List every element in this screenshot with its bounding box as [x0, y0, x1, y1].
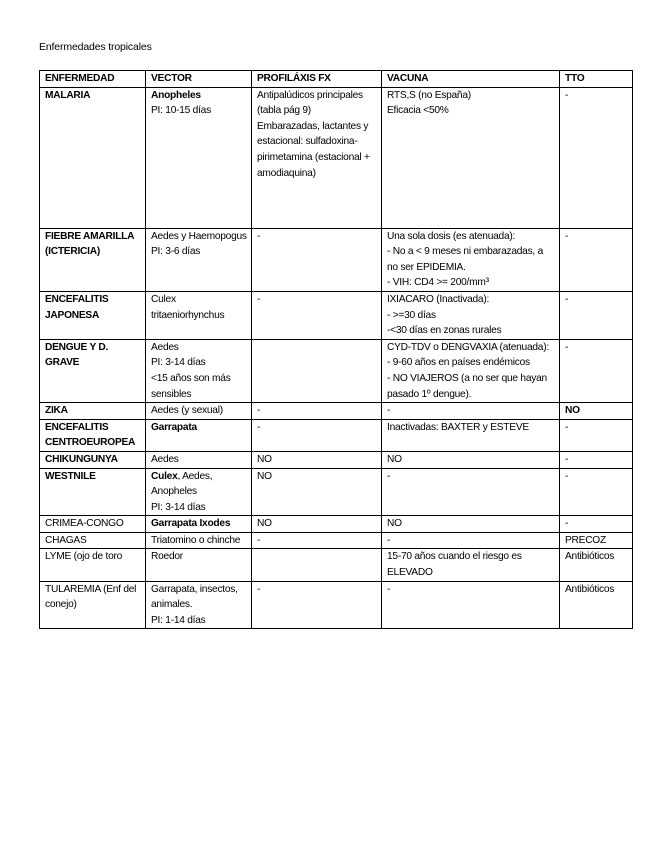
vaccine-text: - — [387, 534, 391, 546]
cell-tto — [560, 581, 633, 629]
cell-vacuna — [382, 468, 560, 516]
vaccine-text: NO — [387, 453, 402, 465]
vaccine-text: - No a < 9 meses ni embarazadas, a no ser EPIDEMIA. — [387, 246, 543, 273]
header-profilaxis: PROFILÁXIS FX — [252, 71, 382, 88]
cell-enfermedad — [40, 516, 146, 533]
vaccine-text: -<30 días en zonas rurales — [387, 325, 502, 337]
profilaxis-text: - — [257, 421, 261, 433]
cell-tto — [560, 549, 633, 581]
cell-vector — [146, 532, 252, 549]
disease-name: FIEBRE AMARILLA (ICTERICIA) — [45, 230, 134, 258]
incubation-period: PI: 1-14 días — [151, 614, 206, 626]
vaccine-text: NO — [387, 518, 402, 530]
disease-name: ZIKA — [45, 405, 68, 417]
vaccine-text: CYD-TDV o DENGVAXIA (atenuada): — [387, 341, 549, 353]
incubation-period: PI: 3-14 días — [151, 357, 206, 369]
vaccine-text: - 9-60 años en países endémicos — [387, 357, 530, 369]
treatment-text: - — [565, 453, 569, 465]
disease-name: CHAGAS — [45, 534, 87, 546]
header-vector: VECTOR — [146, 71, 252, 88]
cell-profilaxis — [252, 339, 382, 402]
disease-name: ENCEFALITIS CENTROEUROPEA — [45, 421, 136, 449]
cell-enfermedad — [40, 339, 146, 402]
disease-name: MALARIA — [45, 89, 91, 101]
cell-profilaxis — [252, 228, 382, 291]
treatment-text: - — [565, 421, 569, 433]
cell-vacuna — [382, 87, 560, 228]
diseases-table — [39, 70, 633, 629]
treatment-text: - — [565, 89, 569, 101]
table-row — [40, 291, 633, 339]
vector-name — [151, 469, 247, 500]
treatment-text: NO — [565, 405, 580, 417]
cell-tto — [560, 87, 633, 228]
cell-vector — [146, 87, 252, 228]
cell-enfermedad — [40, 403, 146, 420]
cell-vector — [146, 339, 252, 402]
table-row — [40, 419, 633, 451]
table-row — [40, 339, 633, 402]
cell-enfermedad — [40, 87, 146, 228]
cell-vacuna — [382, 419, 560, 451]
cell-vector — [146, 451, 252, 468]
header-tto: TTO — [560, 71, 633, 88]
incubation-period: PI: 3-6 días — [151, 246, 201, 258]
vector-note: <15 años son más sensibles — [151, 372, 231, 400]
cell-profilaxis — [252, 581, 382, 629]
cell-vector — [146, 403, 252, 420]
page-title: Enfermedades tropicales — [39, 41, 152, 53]
cell-tto — [560, 516, 633, 533]
vaccine-text: - >=30 días — [387, 309, 436, 321]
vaccine-text: Eficacia <50% — [387, 105, 449, 117]
treatment-text: Antibióticos — [565, 583, 615, 595]
profilaxis-text: Antipalúdicos principales (tabla pág 9) — [257, 89, 363, 117]
table-row — [40, 516, 633, 533]
cell-enfermedad — [40, 451, 146, 468]
profilaxis-text: Embarazadas, lactantes y estacional: sulfadoxina-pirimetamina (estacional + amodiaquina) — [257, 120, 370, 179]
treatment-text: - — [565, 293, 569, 305]
cell-tto — [560, 403, 633, 420]
cell-profilaxis — [252, 549, 382, 581]
cell-profilaxis — [252, 451, 382, 468]
profilaxis-text: - — [257, 405, 261, 417]
vaccine-text: - — [387, 583, 391, 595]
profilaxis-text: - — [257, 293, 261, 305]
table-row — [40, 581, 633, 629]
vector-name: Aedes — [151, 453, 179, 465]
cell-enfermedad — [40, 228, 146, 291]
cell-vacuna — [382, 403, 560, 420]
vaccine-text: - — [387, 405, 391, 417]
cell-vacuna — [382, 581, 560, 629]
incubation-period: PI: 10-15 días — [151, 105, 211, 117]
cell-tto — [560, 419, 633, 451]
vaccine-text: 15-70 años cuando el riesgo es ELEVADO — [387, 551, 522, 579]
profilaxis-text: - — [257, 534, 261, 546]
vector-name: Roedor — [151, 551, 183, 563]
treatment-text: PRECOZ — [565, 534, 606, 546]
vaccine-text: RTS,S (no España) — [387, 89, 471, 101]
table-row — [40, 549, 633, 581]
cell-vacuna — [382, 451, 560, 468]
disease-name: WESTNILE — [45, 470, 96, 482]
cell-enfermedad — [40, 419, 146, 451]
vector-name: Garrapata — [151, 421, 197, 433]
cell-tto — [560, 228, 633, 291]
table-row — [40, 228, 633, 291]
cell-tto — [560, 451, 633, 468]
disease-name: CHIKUNGUNYA — [45, 453, 118, 465]
table-header-row — [40, 71, 633, 88]
disease-name: LYME (ojo de toro — [45, 551, 123, 563]
vector-name: Culex tritaeniorhynchus — [151, 293, 225, 321]
cell-profilaxis — [252, 468, 382, 516]
cell-vector — [146, 291, 252, 339]
vaccine-text: - NO VIAJEROS (a no ser que hayan pasado 1º dengue). — [387, 372, 547, 400]
cell-vector — [146, 419, 252, 451]
disease-name: DENGUE Y D. GRAVE — [45, 341, 109, 369]
treatment-text: - — [565, 518, 569, 530]
vector-name: Garrapata, insectos, animales. — [151, 583, 238, 611]
vaccine-text: - — [387, 470, 391, 482]
vaccine-text: - VIH: CD4 >= 200/mm³ — [387, 277, 489, 289]
treatment-text: - — [565, 341, 569, 353]
cell-profilaxis — [252, 532, 382, 549]
cell-vacuna — [382, 339, 560, 402]
vector-name: Aedes — [151, 341, 179, 353]
cell-vector — [146, 516, 252, 533]
profilaxis-text: NO — [257, 518, 272, 530]
incubation-period: PI: 3-14 días — [151, 501, 206, 513]
profilaxis-text: NO — [257, 453, 272, 465]
cell-vacuna — [382, 516, 560, 533]
cell-vacuna — [382, 532, 560, 549]
vector-others: , Aedes, Anopheles — [151, 470, 213, 498]
vaccine-text: IXIACARO (Inactivada): — [387, 293, 490, 305]
cell-vacuna — [382, 291, 560, 339]
header-enfermedad: ENFERMEDAD — [40, 71, 146, 88]
vaccine-text: Una sola dosis (es atenuada): — [387, 230, 516, 242]
cell-tto — [560, 468, 633, 516]
cell-enfermedad — [40, 291, 146, 339]
vector-name: Garrapata Ixodes — [151, 518, 231, 530]
table-row — [40, 87, 633, 228]
profilaxis-text: NO — [257, 470, 272, 482]
cell-enfermedad — [40, 532, 146, 549]
vector-primary: Culex — [151, 470, 178, 482]
table-row — [40, 451, 633, 468]
cell-tto — [560, 339, 633, 402]
vector-name: Aedes y Haemopogus — [151, 230, 247, 242]
cell-profilaxis — [252, 516, 382, 533]
profilaxis-text: - — [257, 230, 261, 242]
cell-profilaxis — [252, 87, 382, 228]
treatment-text: - — [565, 230, 569, 242]
treatment-text: - — [565, 470, 569, 482]
vaccine-text: Inactivadas: BAXTER y ESTEVE — [387, 421, 529, 433]
cell-enfermedad — [40, 581, 146, 629]
table-row — [40, 468, 633, 516]
vector-name: Triatomino o chinche — [151, 534, 241, 546]
cell-enfermedad — [40, 468, 146, 516]
cell-vector — [146, 581, 252, 629]
cell-enfermedad — [40, 549, 146, 581]
vector-name: Anopheles — [151, 89, 201, 101]
table-row — [40, 532, 633, 549]
table-row — [40, 403, 633, 420]
cell-profilaxis — [252, 419, 382, 451]
cell-tto — [560, 291, 633, 339]
cell-profilaxis — [252, 291, 382, 339]
cell-vector — [146, 549, 252, 581]
disease-name: CRIMEA-CONGO — [45, 518, 124, 530]
disease-name: TULAREMIA (Enf del conejo) — [45, 583, 137, 611]
cell-tto — [560, 532, 633, 549]
cell-profilaxis — [252, 403, 382, 420]
treatment-text: Antibióticos — [565, 551, 615, 563]
header-vacuna: VACUNA — [382, 71, 560, 88]
cell-vacuna — [382, 228, 560, 291]
disease-name: ENCEFALITIS JAPONESA — [45, 293, 109, 321]
vector-name: Aedes (y sexual) — [151, 405, 223, 417]
cell-vector — [146, 228, 252, 291]
cell-vacuna — [382, 549, 560, 581]
cell-vector — [146, 468, 252, 516]
profilaxis-text: - — [257, 583, 261, 595]
